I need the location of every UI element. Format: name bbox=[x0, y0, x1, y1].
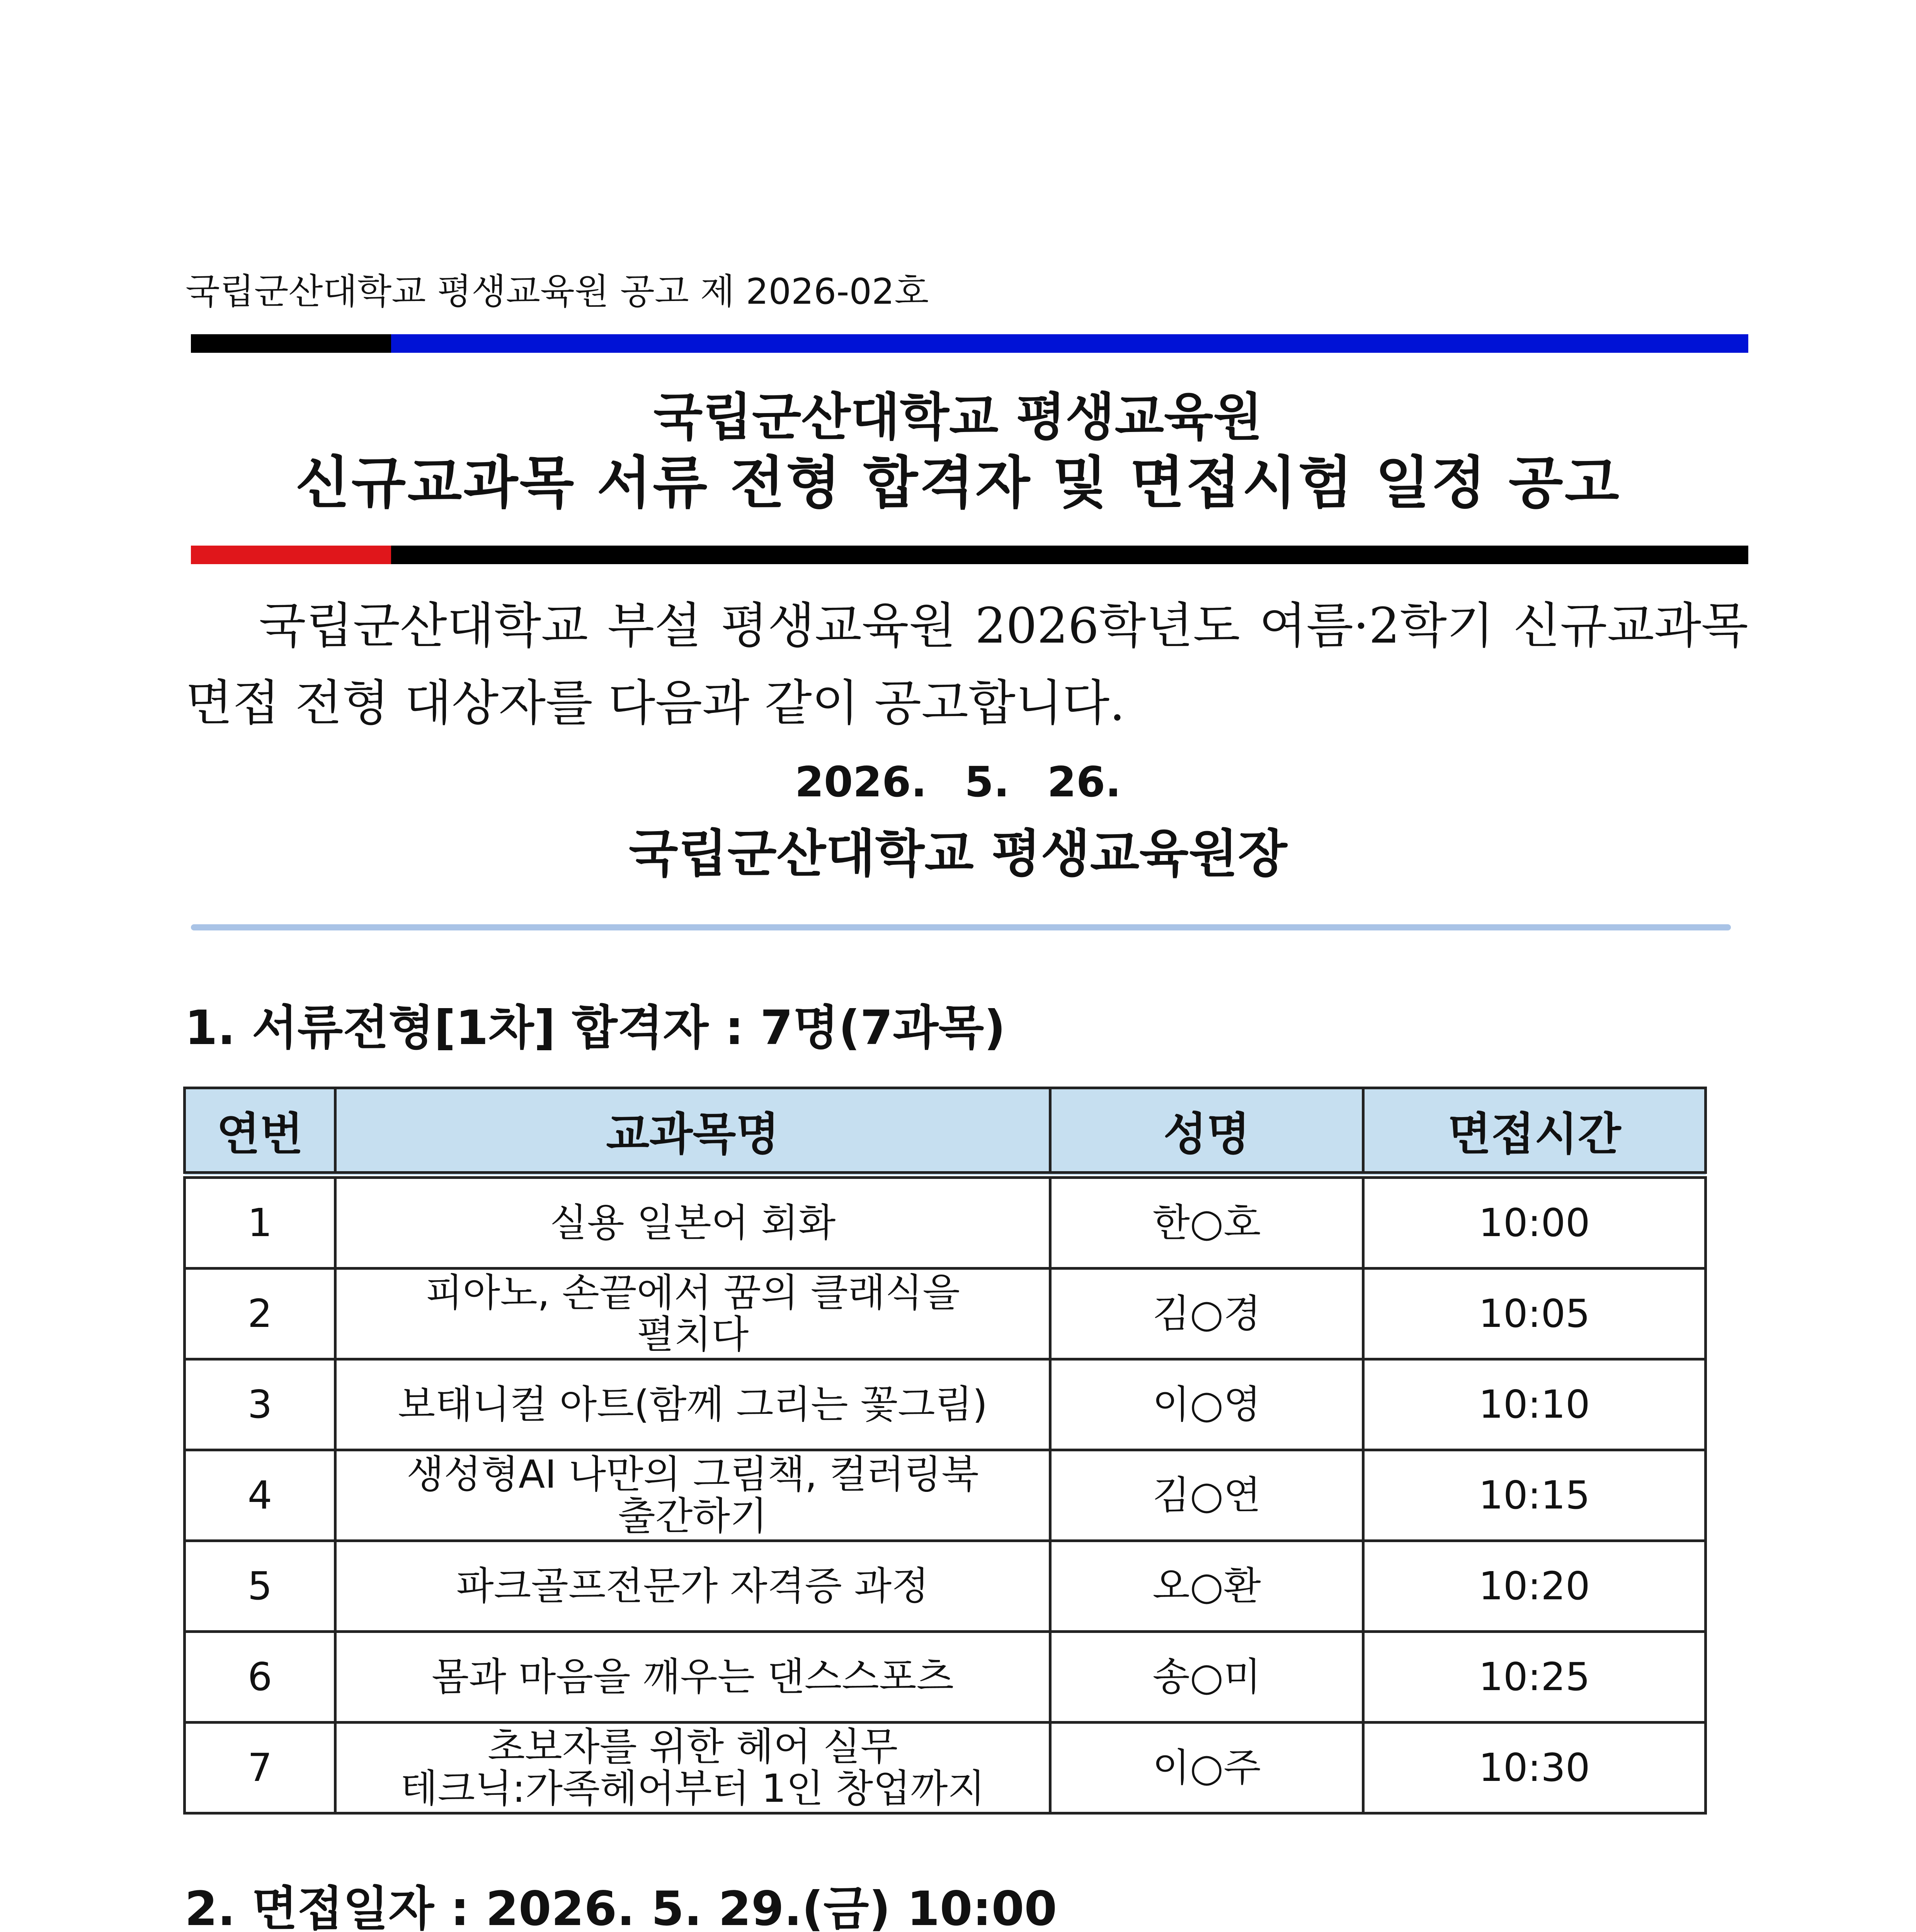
cell-course bbox=[335, 1450, 1050, 1541]
course-line: 피아노, 손끝에서 꿈의 클래식을 bbox=[425, 1270, 960, 1315]
course-line: 실용 일본어 회화 bbox=[550, 1200, 836, 1245]
cell-name: 송○미 bbox=[1050, 1632, 1363, 1723]
course-line: 펼치다 bbox=[636, 1312, 749, 1357]
intro-paragraph: 국립군산대학교 부설 평생교육원 2026학년도 여름·2학기 신규교과목 면접 전형 대상자를 다음과 같이 공고합니다. bbox=[185, 597, 1748, 731]
notice-number: 국립군산대학교 평생교육원 공고 제 2026-02호 bbox=[185, 271, 929, 312]
bar-blue-segment bbox=[391, 334, 1748, 353]
header-bar-top bbox=[191, 334, 1748, 353]
cell-name: 이○주 bbox=[1050, 1723, 1363, 1813]
cell-no: 2 bbox=[185, 1269, 335, 1359]
bar-black-segment bbox=[191, 334, 391, 353]
cell-course bbox=[335, 1541, 1050, 1632]
cell-course bbox=[335, 1632, 1050, 1723]
table-row bbox=[185, 1450, 1706, 1541]
table-row bbox=[185, 1359, 1706, 1450]
course-line: 생성형AI 나만의 그림책, 컬러링북 bbox=[407, 1452, 979, 1497]
section-1-heading: 1. 서류전형[1차] 합격자 : 7명(7과목) bbox=[185, 1000, 1006, 1055]
cell-no: 7 bbox=[185, 1723, 335, 1813]
cell-time: 10:20 bbox=[1363, 1541, 1706, 1632]
course-line: 출간하기 bbox=[618, 1493, 767, 1539]
header-name: 성명 bbox=[1050, 1088, 1363, 1175]
course-line: 파크골프전문가 자격증 과정 bbox=[456, 1563, 929, 1609]
cell-course bbox=[335, 1269, 1050, 1359]
cell-time: 10:05 bbox=[1363, 1269, 1706, 1359]
course-line: 초보자를 위한 헤어 실무 bbox=[487, 1724, 898, 1769]
header-time: 면접시간 bbox=[1363, 1088, 1706, 1175]
cell-no: 5 bbox=[185, 1541, 335, 1632]
cell-no: 1 bbox=[185, 1175, 335, 1269]
cell-time: 10:30 bbox=[1363, 1723, 1706, 1813]
cell-name: 김○연 bbox=[1050, 1450, 1363, 1541]
table-row bbox=[185, 1632, 1706, 1723]
cell-no: 3 bbox=[185, 1359, 335, 1450]
cell-course bbox=[335, 1175, 1050, 1269]
table-row bbox=[185, 1269, 1706, 1359]
course-line: 테크닉:가족헤어부터 1인 창업까지 bbox=[400, 1766, 985, 1811]
signer: 국립군산대학교 평생교육원장 bbox=[629, 824, 1287, 884]
cell-no: 4 bbox=[185, 1450, 335, 1541]
cell-course bbox=[335, 1359, 1050, 1450]
title-line-2: 신규교과목 서류 전형 합격자 및 면접시험 일정 공고 bbox=[295, 450, 1621, 516]
applicant-table bbox=[183, 1087, 1707, 1815]
course-line: 몸과 마음을 깨우는 댄스스포츠 bbox=[431, 1654, 954, 1699]
table-header-row bbox=[185, 1088, 1706, 1175]
cell-course bbox=[335, 1723, 1050, 1813]
cell-time: 10:00 bbox=[1363, 1175, 1706, 1269]
cell-name: 오○환 bbox=[1050, 1541, 1363, 1632]
cell-time: 10:25 bbox=[1363, 1632, 1706, 1723]
section-divider bbox=[191, 924, 1731, 930]
table-row bbox=[185, 1541, 1706, 1632]
header-course: 교과목명 bbox=[335, 1088, 1050, 1175]
table-row bbox=[185, 1175, 1706, 1269]
header-bar-bottom bbox=[191, 546, 1748, 564]
header-no: 연번 bbox=[185, 1088, 335, 1175]
notice-date: 2026. 5. 26. bbox=[795, 758, 1121, 806]
cell-time: 10:15 bbox=[1363, 1450, 1706, 1541]
cell-name: 이○영 bbox=[1050, 1359, 1363, 1450]
cell-no: 6 bbox=[185, 1632, 335, 1723]
bar-red-segment bbox=[191, 546, 391, 564]
bar-black-segment bbox=[391, 546, 1748, 564]
title-line-1: 국립군산대학교 평생교육원 bbox=[653, 388, 1263, 447]
course-line: 보태니컬 아트(함께 그리는 꽃그림) bbox=[398, 1382, 988, 1427]
cell-name: 한○호 bbox=[1050, 1175, 1363, 1269]
cell-name: 김○경 bbox=[1050, 1269, 1363, 1359]
section-2-interview-date: 2. 면접일자 : 2026. 5. 29.(금) 10:00 bbox=[185, 1881, 1057, 1932]
cell-time: 10:10 bbox=[1363, 1359, 1706, 1450]
table-row bbox=[185, 1723, 1706, 1813]
